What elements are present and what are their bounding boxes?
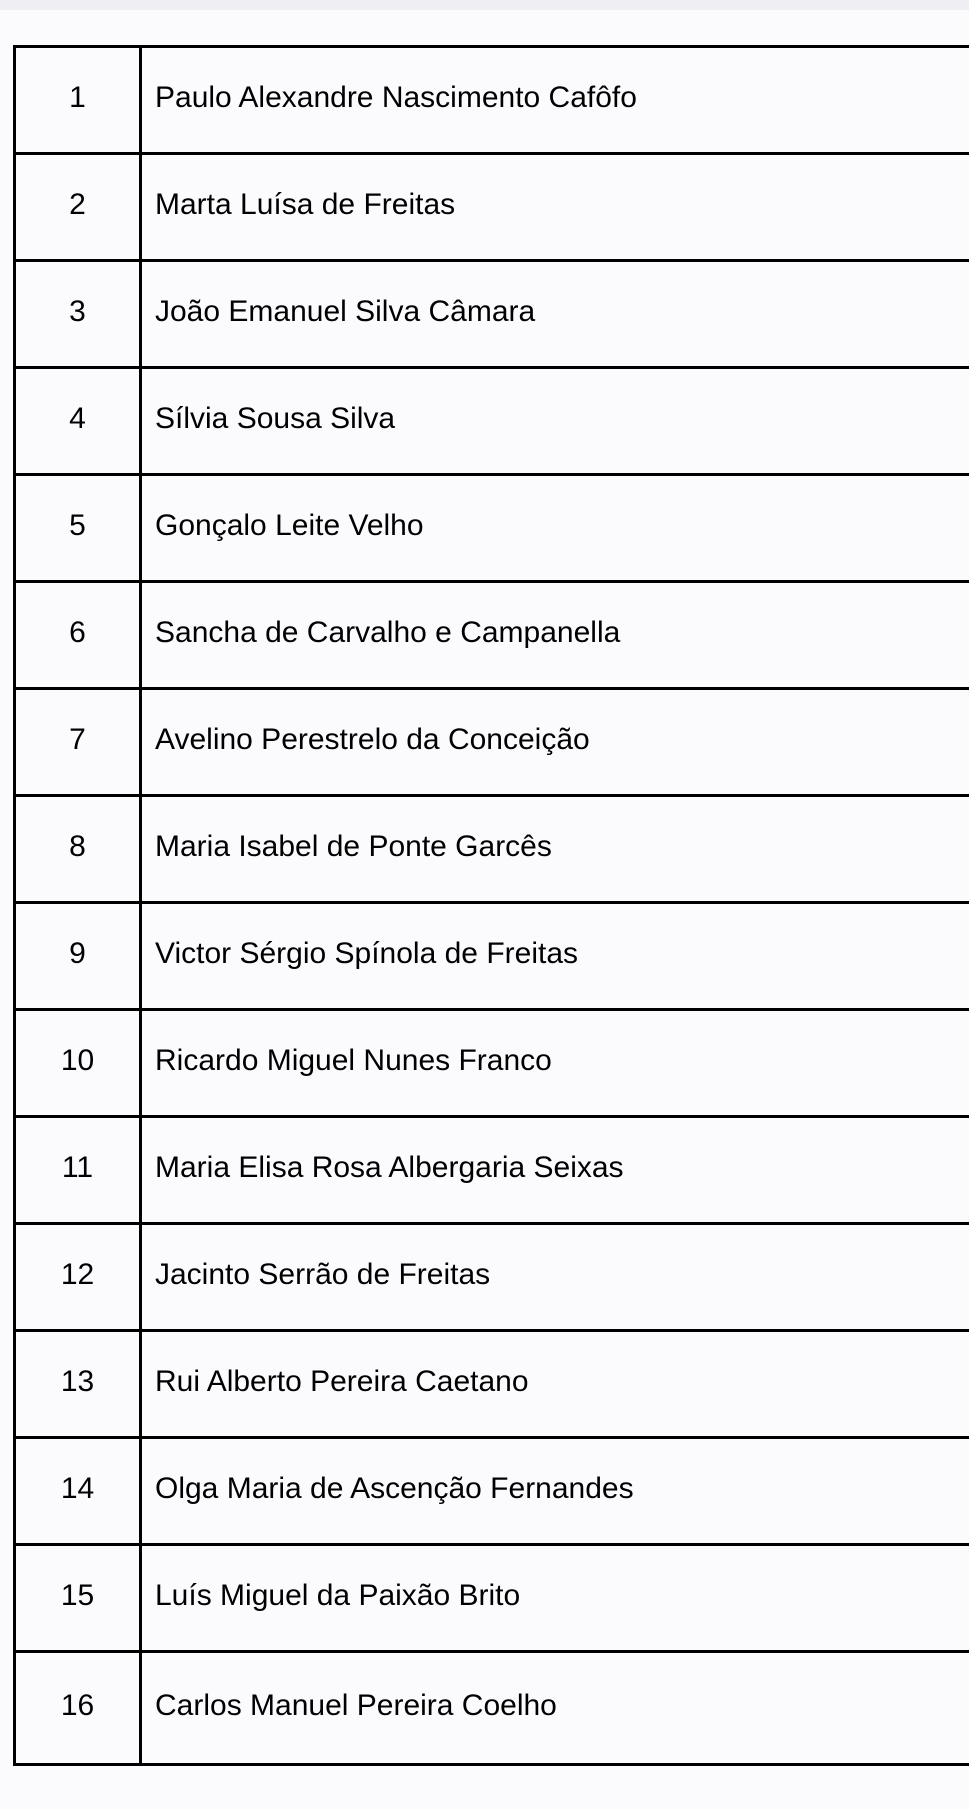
row-name: Sílvia Sousa Silva [155, 402, 396, 435]
row-name: Sancha de Carvalho e Campanella [155, 616, 621, 649]
row-number: 2 [16, 155, 142, 259]
row-number: 12 [16, 1225, 142, 1329]
table-row [16, 1653, 969, 1766]
row-number: 16 [16, 1653, 142, 1763]
row-number: 4 [16, 369, 142, 473]
top-strip [0, 0, 969, 10]
table-row [16, 1439, 969, 1546]
table-row [16, 1011, 969, 1118]
table-row [16, 476, 969, 583]
row-name: Gonçalo Leite Velho [155, 509, 424, 542]
table-row [16, 48, 969, 155]
row-number: 1 [16, 48, 142, 152]
row-number: 13 [16, 1332, 142, 1436]
row-name: Maria Isabel de Ponte Garcês [155, 830, 552, 863]
row-number: 8 [16, 797, 142, 901]
row-number: 9 [16, 904, 142, 1008]
row-name: Rui Alberto Pereira Caetano [155, 1365, 529, 1398]
table-row [16, 369, 969, 476]
row-name: Maria Elisa Rosa Albergaria Seixas [155, 1151, 624, 1184]
row-name: João Emanuel Silva Câmara [155, 295, 536, 328]
row-number: 15 [16, 1546, 142, 1650]
candidates-table [13, 45, 969, 1766]
table-row [16, 583, 969, 690]
row-name: Luís Miguel da Paixão Brito [155, 1579, 521, 1612]
row-name: Jacinto Serrão de Freitas [155, 1258, 491, 1291]
row-number: 14 [16, 1439, 142, 1543]
row-number: 6 [16, 583, 142, 687]
row-number: 11 [16, 1118, 142, 1222]
table-row [16, 1546, 969, 1653]
row-name: Paulo Alexandre Nascimento Cafôfo [155, 81, 637, 114]
row-number: 7 [16, 690, 142, 794]
row-name: Olga Maria de Ascenção Fernandes [155, 1472, 634, 1505]
row-number: 5 [16, 476, 142, 580]
row-name: Carlos Manuel Pereira Coelho [155, 1689, 557, 1722]
row-name: Ricardo Miguel Nunes Franco [155, 1044, 552, 1077]
row-number: 10 [16, 1011, 142, 1115]
table-row [16, 797, 969, 904]
table-row [16, 1118, 969, 1225]
table-row [16, 690, 969, 797]
table-row [16, 904, 969, 1011]
row-name: Victor Sérgio Spínola de Freitas [155, 937, 579, 970]
table-row [16, 1332, 969, 1439]
row-number: 3 [16, 262, 142, 366]
row-name: Avelino Perestrelo da Conceição [155, 723, 590, 756]
table-row [16, 1225, 969, 1332]
table-row [16, 262, 969, 369]
table-row [16, 155, 969, 262]
row-name: Marta Luísa de Freitas [155, 188, 456, 221]
